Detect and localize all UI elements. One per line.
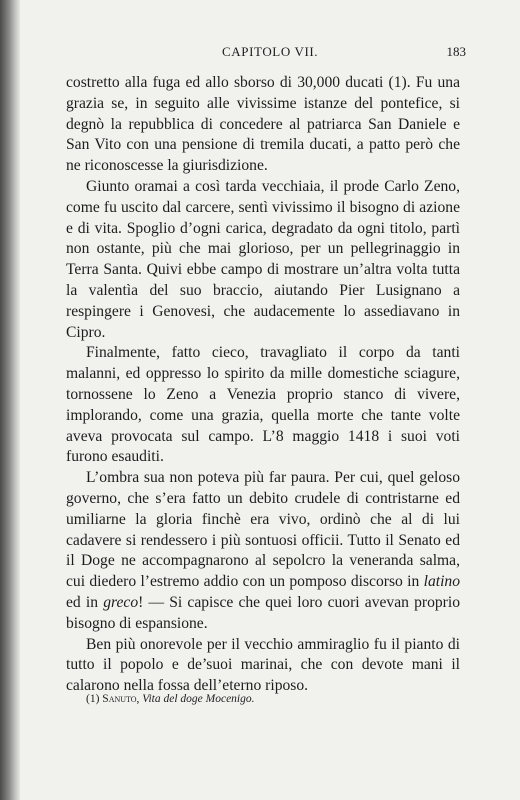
book-gutter-shadow xyxy=(0,0,20,800)
paragraph-4 xyxy=(66,468,460,634)
paragraph-4-text-b: ed in xyxy=(66,593,104,611)
paragraph-1: costretto alla fuga ed allo sborso di 30,000 ducati (1). Fu una grazia se, in seguito alle vivissime istanze del pontefice, si degnò la repubblica di concedere al patriarca San Daniele e San Vito con una pensione di tremila ducati, a patto però che ne riconoscesse la giurisdizione. xyxy=(66,74,460,175)
paragraph-4-text-c: ! — Si capisce che quei loro cuori avevan proprio bisogno di espansione. xyxy=(66,593,460,632)
paragraph-5: Ben più onorevole per il vecchio ammiraglio fu il pianto di tutto il popolo e de’suoi marinai, che con devote mani il calarono nella fossa dell’eterno riposo. xyxy=(66,635,460,695)
footnote-title: Vita del doge Mocenigo. xyxy=(139,693,255,705)
paragraph-3: Finalmente, fatto cieco, travagliato il corpo da tanti malanni, ed oppresso lo spirito da mille domestiche sciagure, tornossene lo Zeno a Venezia proprio stanco di vivere, implorando, come una grazia, quella morte che tante volte aveva provocata sul campo. L’8 maggio 1418 i suoi voti furono esauditi. xyxy=(66,344,460,466)
paragraph-4-text-a: L’ombra sua non poteva più far paura. Per cui, quel geloso governo, che s’era fatto un debito crudele di contristarne ed umiliarne la gloria finchè era vivo, ordinò che al di lui cadavere si rendessero i più sontuosi officii. Tutto il Senato ed il Doge ne accompagnarono al sepolcro la veneranda salma, cui diedero l’estremo addio con un pomposo discorso in xyxy=(66,469,460,591)
page-number: 183 xyxy=(446,44,466,59)
book-page xyxy=(20,0,520,800)
paragraph-2: Giunto oramai a così tarda vecchiaia, il prode Carlo Zeno, come fu uscito dal carcere, sentì vivissimo il bisogno di azione e di vita. Spoglio d’ogni carica, degradato da ogni titolo, partì non ostante, più che mai glorioso, per un pellegrinaggio in Terra Santa. Quivi ebbe campo di mostrare un’altra volta tutta la valentìa del suo braccio, aiutando Pier Lusignano a respingere i Genovesi, che audacemente lo assediavano in Cipro. xyxy=(66,177,460,341)
footnote xyxy=(86,692,255,706)
italic-greco: greco xyxy=(103,593,139,611)
chapter-heading: CAPITOLO VII. xyxy=(222,44,319,59)
italic-latino: latino xyxy=(423,573,460,591)
footnote-marker: (1) xyxy=(86,693,103,705)
running-header xyxy=(20,44,520,64)
footnote-author: Sanuto, xyxy=(102,693,140,705)
body-text xyxy=(66,73,460,697)
